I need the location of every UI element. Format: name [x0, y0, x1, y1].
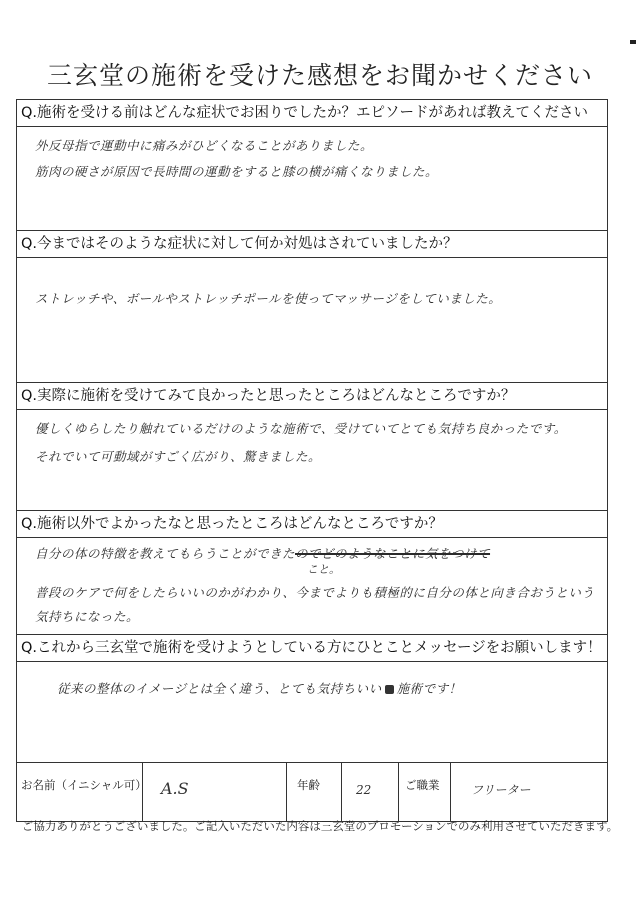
- job-value: フリーター: [471, 783, 531, 797]
- question-4-label: Q.施術以外でよかったなと思ったところはどんなところですか？: [17, 511, 607, 538]
- answer-4-line-1-text: 自分の体の特徴を教えてもらうことができた: [35, 546, 296, 561]
- answer-5-text: 従来の整体のイメージとは全く違う、とても気持ちいい: [57, 681, 382, 696]
- question-3-label: Q.実際に施術を受けてみて良かったと思ったところはどんなところですか？: [17, 383, 607, 410]
- job-label-cell: [399, 763, 451, 821]
- age-label: 年齢: [297, 778, 320, 792]
- job-label: ご職業: [405, 778, 440, 792]
- survey-form: [16, 99, 608, 822]
- name-label: お名前（イニシャル可）: [21, 778, 147, 792]
- question-section-4: [17, 511, 607, 635]
- answer-3-line-2: それでいて可動域がすごく広がり、驚きました。: [35, 449, 322, 464]
- age-label-cell: [287, 763, 342, 821]
- question-5-label: Q.これから三玄堂で施術を受けようとしている方にひとことメッセージをお願いします！: [17, 635, 607, 662]
- page-title: 三玄堂の施術を受けた感想をお聞かせください: [46, 61, 593, 90]
- age-value-cell: [342, 763, 399, 821]
- name-value-cell: [143, 763, 287, 821]
- name-label-cell: [17, 763, 147, 821]
- job-value-cell: [451, 763, 607, 821]
- answer-2-line-1: ストレッチや、ボールやストレッチポールを使ってマッサージをしていました。: [35, 291, 502, 306]
- answer-5-end: 施術です！: [396, 681, 462, 696]
- question-2-label: Q.今まではそのような症状に対して何か対処はされていましたか？: [17, 231, 607, 258]
- question-section-1: [17, 100, 607, 231]
- answer-4-line-1: [35, 544, 490, 562]
- scribble-mark: [385, 685, 394, 694]
- question-1-label: Q.施術を受ける前はどんな症状でお困りでしたか？エピソードがあれば教えてください: [17, 100, 607, 127]
- answer-5-line-1: [57, 679, 462, 697]
- answer-4-insertion: こと。: [307, 563, 340, 576]
- corner-mark: [630, 40, 636, 44]
- question-section-3: [17, 383, 607, 511]
- answer-1-line-1: 外反母指で運動中に痛みがひどくなることがありました。: [35, 138, 374, 153]
- answer-4-line-2: 普段のケアで何をしたらいいのかがわかり、今までよりも積極的に自分の体と向き合おうという: [35, 585, 595, 600]
- answer-1-line-2: 筋肉の硬さが原因で長時間の運動をすると膝の横が痛くなりました。: [35, 164, 439, 179]
- answer-4-struck-text: のでどのようなことに気をつけて: [295, 546, 491, 561]
- respondent-info-row: [17, 763, 607, 821]
- footer-note: ご協力ありがとうございました。ご記入いただいた内容は三玄堂のプロモーションでのみ利用させていただきます。: [21, 819, 619, 833]
- age-value: 22: [356, 783, 372, 797]
- answer-3-line-1: 優しくゆらしたり触れているだけのような施術で、受けていてとても気持ち良かったです。: [35, 421, 567, 436]
- question-section-5: [17, 635, 607, 763]
- question-section-2: [17, 231, 607, 383]
- name-value: A.S: [161, 779, 189, 798]
- answer-4-line-3: 気持ちになった。: [35, 609, 140, 624]
